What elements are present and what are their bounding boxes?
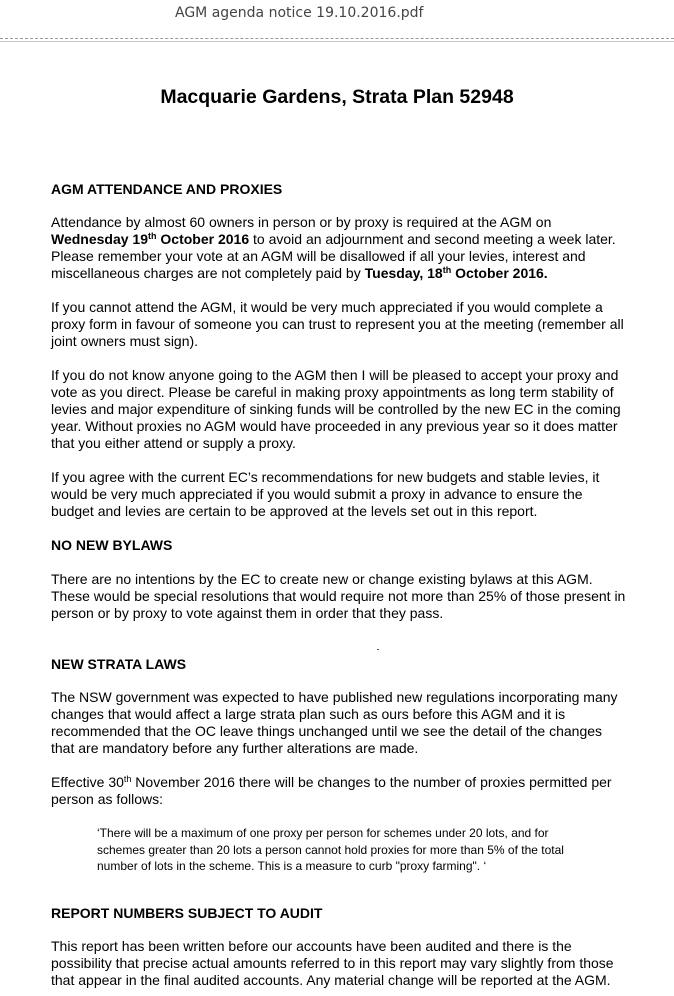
file-name: AGM agenda notice 19.10.2016.pdf xyxy=(175,5,424,21)
document-title: Macquarie Gardens, Strata Plan 52948 xyxy=(160,86,514,108)
text-run: Effective 30 xyxy=(51,774,124,790)
date-text: Wednesday 19 xyxy=(51,231,149,247)
stray-mark xyxy=(377,649,379,650)
text-line: that are mandatory before any further alterations are made. xyxy=(51,740,419,756)
text-run: miscellaneous charges are not completely paid by xyxy=(51,265,365,281)
text-line: Attendance by almost 60 owners in person or by proxy is required at the AGM on xyxy=(51,214,552,230)
text-line: The NSW government was expected to have published new regulations incorporating many xyxy=(51,689,618,705)
paragraph-bylaws xyxy=(51,571,661,622)
text-line: Please remember your vote at an AGM will be disallowed if all your levies, interest and xyxy=(51,248,586,264)
text-line: person as follows: xyxy=(51,791,164,807)
text-line: These would be special resolutions that would require not more than 25% of those present in xyxy=(51,588,626,604)
quote-line: number of lots in the scheme. This is a measure to curb "proxy farming". ‘ xyxy=(97,859,487,873)
quote-line: ‘There will be a maximum of one proxy per person for schemes under 20 lots, and for xyxy=(97,826,549,840)
text-line: There are no intentions by the EC to create new or change existing bylaws at this AGM. xyxy=(51,571,593,587)
text-line: If you do not know anyone going to the AGM then I will be pleased to accept your proxy and xyxy=(51,367,619,383)
text-line: would be very much appreciated if you would submit a proxy in advance to ensure the xyxy=(51,486,583,502)
text-run: November 2016 there will be changes to the number of proxies permitted per xyxy=(131,774,612,790)
paragraph-attendance-2 xyxy=(51,299,661,350)
text-line: changes that would affect a large strata plan such as ours before this AGM and it is xyxy=(51,706,566,722)
quote-line: schemes greater than 20 lots a person cannot hold proxies for more than 5% of the total xyxy=(97,842,564,857)
text-line: recommended that the OC leave things unchanged until we see the detail of the changes xyxy=(51,723,603,739)
text-line xyxy=(51,774,661,791)
text-line: levies and major expenditure of sinking funds will be controlled by the new EC in the coming xyxy=(51,401,621,417)
date-text: Tuesday, 18 xyxy=(364,265,443,281)
text-line: budget and levies are certain to be approved at the levels set out in this report. xyxy=(51,503,538,519)
heading-attendance: AGM ATTENDANCE AND PROXIES xyxy=(51,181,283,197)
paragraph-audit xyxy=(51,938,661,989)
ordinal-suffix: th xyxy=(123,774,132,784)
paragraph-attendance-3 xyxy=(51,367,661,452)
paragraph-strata-laws-1 xyxy=(51,689,661,757)
heading-strata-laws: NEW STRATA LAWS xyxy=(51,656,187,672)
text-line: possibility that precise actual amounts referred to in this report may vary slightly from those xyxy=(51,955,614,971)
ordinal-suffix: th xyxy=(148,231,157,241)
text-line: joint owners must sign). xyxy=(51,333,199,349)
paragraph-strata-laws-2 xyxy=(51,774,661,808)
paragraph-attendance-4 xyxy=(51,469,661,520)
heading-audit: REPORT NUMBERS SUBJECT TO AUDIT xyxy=(51,905,323,921)
text-line xyxy=(51,231,661,248)
paragraph-attendance-1 xyxy=(51,214,661,282)
text-line: that you either attend or supply a proxy. xyxy=(51,435,296,451)
text-line: If you cannot attend the AGM, it would be very much appreciated if you would complete a xyxy=(51,299,603,315)
text-line xyxy=(51,265,661,282)
date-text: October 2016. xyxy=(451,265,548,281)
text-line: year. Without proxies no AGM would have proceeded in any previous year so it does matter xyxy=(51,418,618,434)
text-line: that appear in the final audited accounts. Any material change will be reported at the AGM. xyxy=(51,972,611,988)
text-line: proxy form in favour of someone you can trust to represent you at the meeting (remember all xyxy=(51,316,624,332)
text-line: If you agree with the current EC’s recommendations for new budgets and stable levies, it xyxy=(51,469,600,485)
text-line: This report has been written before our accounts have been audited and there is the xyxy=(51,938,572,954)
text-line: vote as you direct. Please be careful in making proxy appointments as long term stability of xyxy=(51,384,614,400)
quote-block xyxy=(97,825,564,875)
heading-bylaws: NO NEW BYLAWS xyxy=(51,537,173,553)
text-run: to avoid an adjournment and second meeting a week later. xyxy=(249,231,616,247)
text-line: person or by proxy to vote against them in order that they pass. xyxy=(51,605,444,621)
date-text: October 2016 xyxy=(156,231,250,247)
ordinal-suffix: th xyxy=(442,265,452,275)
